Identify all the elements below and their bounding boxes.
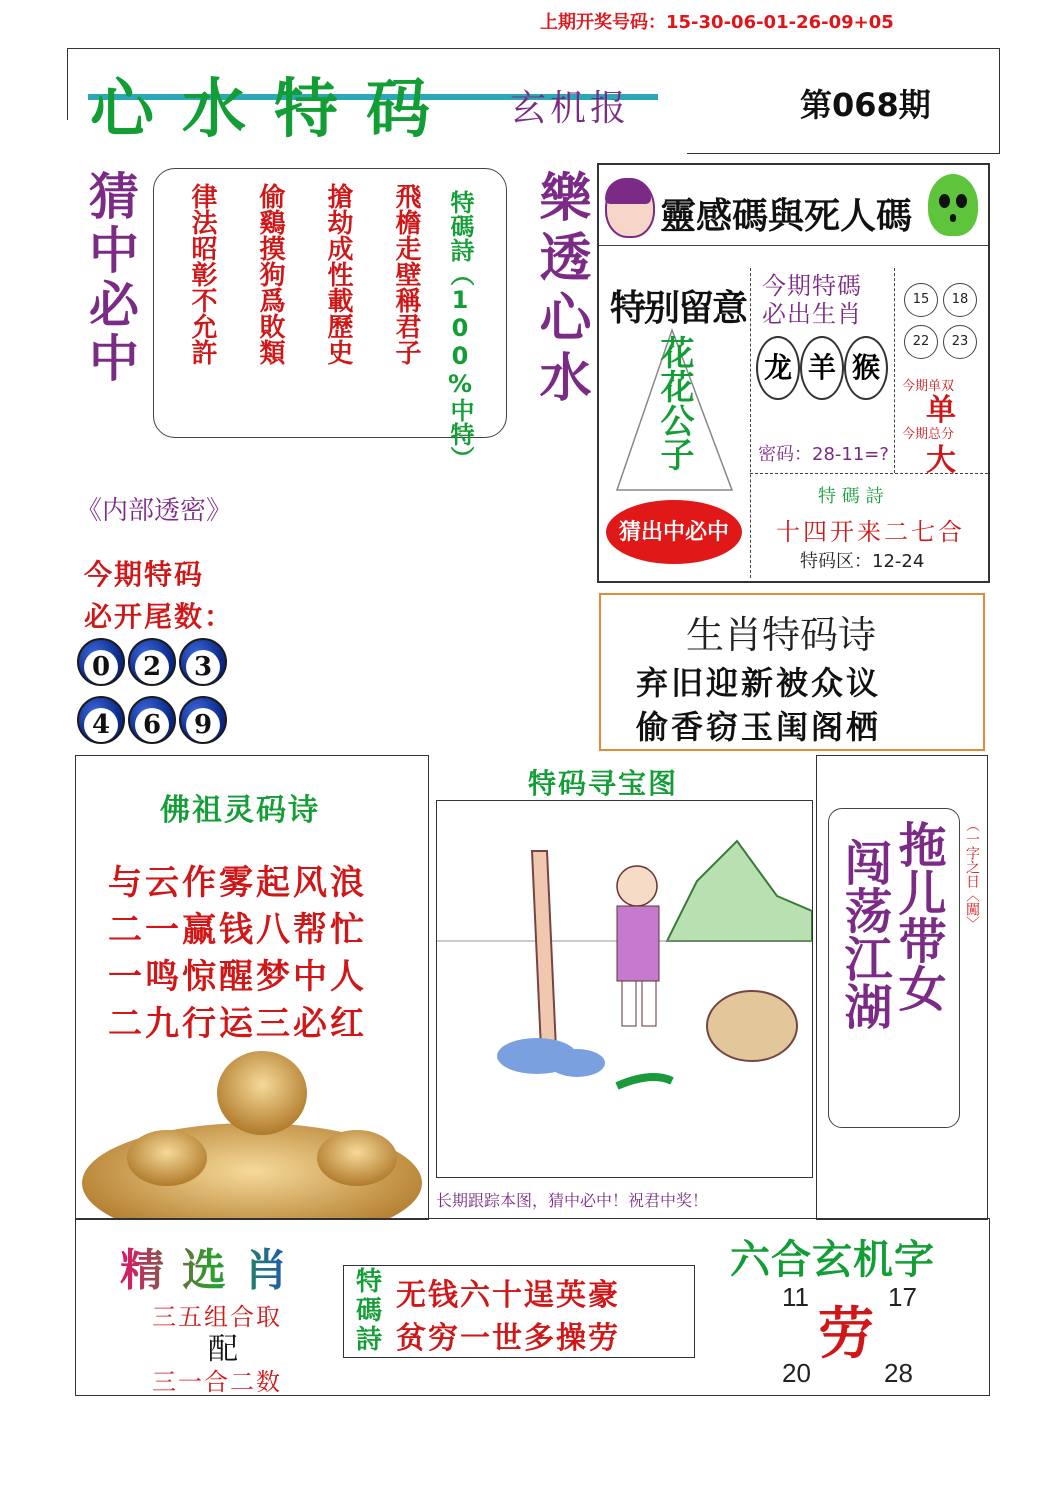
lingan-ball-15: 15: [904, 283, 938, 317]
lingan-vdivider-2: [894, 268, 895, 473]
odd-even-label: 今期单双: [902, 379, 955, 394]
corner-number-17: 17: [888, 1282, 917, 1312]
internal-secret-label: 《内部透密》: [76, 496, 233, 526]
girl-face-icon: [605, 178, 655, 238]
issue-number: 第068期: [800, 86, 931, 124]
corner-number-28: 28: [884, 1358, 913, 1388]
tail-ball-6: 6: [128, 696, 176, 744]
tail-title-1: 今期特码: [84, 558, 205, 591]
lingan-poem: 十四开来二七合: [776, 518, 965, 546]
header-subtitle: 玄机报: [510, 88, 631, 129]
big-small-label: 今期总分: [902, 427, 955, 442]
jingxuan-title: [120, 1234, 306, 1298]
corner-number-11: 11: [782, 1282, 809, 1312]
bottom-poem-line-2: 贫穷一世多操劳: [396, 1321, 620, 1356]
combo-line-2: 三一合二数: [152, 1368, 282, 1396]
zodiac-circle-sheep: 羊: [800, 336, 844, 400]
word-value: 劳: [818, 1301, 874, 1367]
must-title-2: 必出生肖: [762, 300, 862, 328]
jingxuan-text: 精选肖: [120, 1245, 306, 1296]
lingan-ball-18: 18: [943, 283, 977, 317]
riddle-column-1: 拖儿带女: [890, 820, 946, 1012]
must-title-1: 今期特碼: [762, 272, 862, 300]
tail-ball-3: 3: [179, 638, 227, 686]
buddha-statue-image: [77, 1048, 427, 1218]
zodiac-poem-line-1: 弃旧迎新被众议: [636, 664, 882, 702]
secret-code: 密码：28-11=?: [758, 444, 889, 465]
corner-number-20: 20: [782, 1358, 811, 1388]
bottom-poem-label: 特碼詩: [355, 1267, 382, 1355]
buddha-title: 佛祖灵码诗: [160, 793, 320, 828]
left-vertical-slogan: 猜中必中: [81, 170, 140, 386]
zodiac-poem-title: 生肖特码诗: [686, 613, 877, 657]
buddha-line-1: 与云作雾起风浪: [108, 863, 367, 903]
combo-line-1: 三五组合取: [152, 1303, 282, 1331]
poem-column-4: 飛檐走壁稱君子: [391, 183, 421, 365]
header-title: 心水特码: [90, 72, 458, 147]
tail-ball-4: 4: [77, 696, 125, 744]
lingan-ball-22: 22: [904, 325, 938, 359]
word-title: 六合玄机字: [730, 1236, 935, 1283]
last-draw-label: 上期开奖号码：: [540, 12, 666, 33]
big-small-value: 大: [926, 443, 956, 478]
treasure-scene-image: [437, 801, 812, 1177]
treasure-caption: 长期跟踪本图，猜中必中！祝君中奖！: [436, 1191, 709, 1210]
poem-column-1: 律法昭彰不允許: [187, 183, 217, 365]
poem-side-label: 特碼詩（100%中特）: [446, 190, 474, 470]
last-draw-numbers: 15-30-06-01-26-09+05: [666, 12, 894, 33]
lingan-ball-23: 23: [943, 325, 977, 359]
right-vertical-slogan: 樂透心水: [530, 170, 591, 410]
buddha-line-3: 一鸣惊醒梦中人: [108, 957, 367, 997]
buddha-line-4: 二九行运三必红: [108, 1004, 367, 1044]
zodiac-circle-monkey: 猴: [844, 336, 888, 400]
lingan-poem-label: 特 碼 詩: [818, 486, 884, 507]
special-attention: 特别留意: [610, 288, 747, 329]
riddle-column-2: 闯荡江湖: [836, 838, 892, 1030]
zodiac-poem-line-2: 偷香窃玉闺阁栖: [636, 708, 882, 746]
tail-ball-0: 0: [77, 638, 125, 686]
skull-icon: [928, 174, 978, 236]
lingan-zone: 特码区：12-24: [800, 551, 925, 572]
riddle-hint: （一字之日〈闖〉: [964, 818, 980, 930]
treasure-title: 特码寻宝图: [528, 767, 679, 800]
guess-badge: [606, 500, 742, 564]
bottom-poem-line-1: 无钱六十逞英豪: [396, 1278, 620, 1313]
lingan-vdivider-1: [750, 268, 751, 578]
poem-column-3: 搶劫成性載歷史: [323, 183, 353, 365]
tail-title-2: 必开尾数：: [84, 600, 235, 633]
odd-even-value: 单: [926, 393, 956, 428]
lingan-title: 靈感碼與死人碼: [660, 195, 913, 237]
poem-column-2: 偷鷄摸狗爲敗類: [255, 183, 285, 365]
buddha-line-2: 二一赢钱八帮忙: [108, 910, 367, 950]
tail-ball-2: 2: [128, 638, 176, 686]
last-draw-line: [540, 8, 894, 34]
tail-ball-9: 9: [179, 696, 227, 744]
guess-badge-text: 猜出中必中: [618, 519, 729, 545]
zodiac-circle-dragon: 龙: [756, 336, 800, 400]
huahua-text: 花花公子: [654, 335, 694, 471]
pei-text: 配: [208, 1332, 238, 1367]
